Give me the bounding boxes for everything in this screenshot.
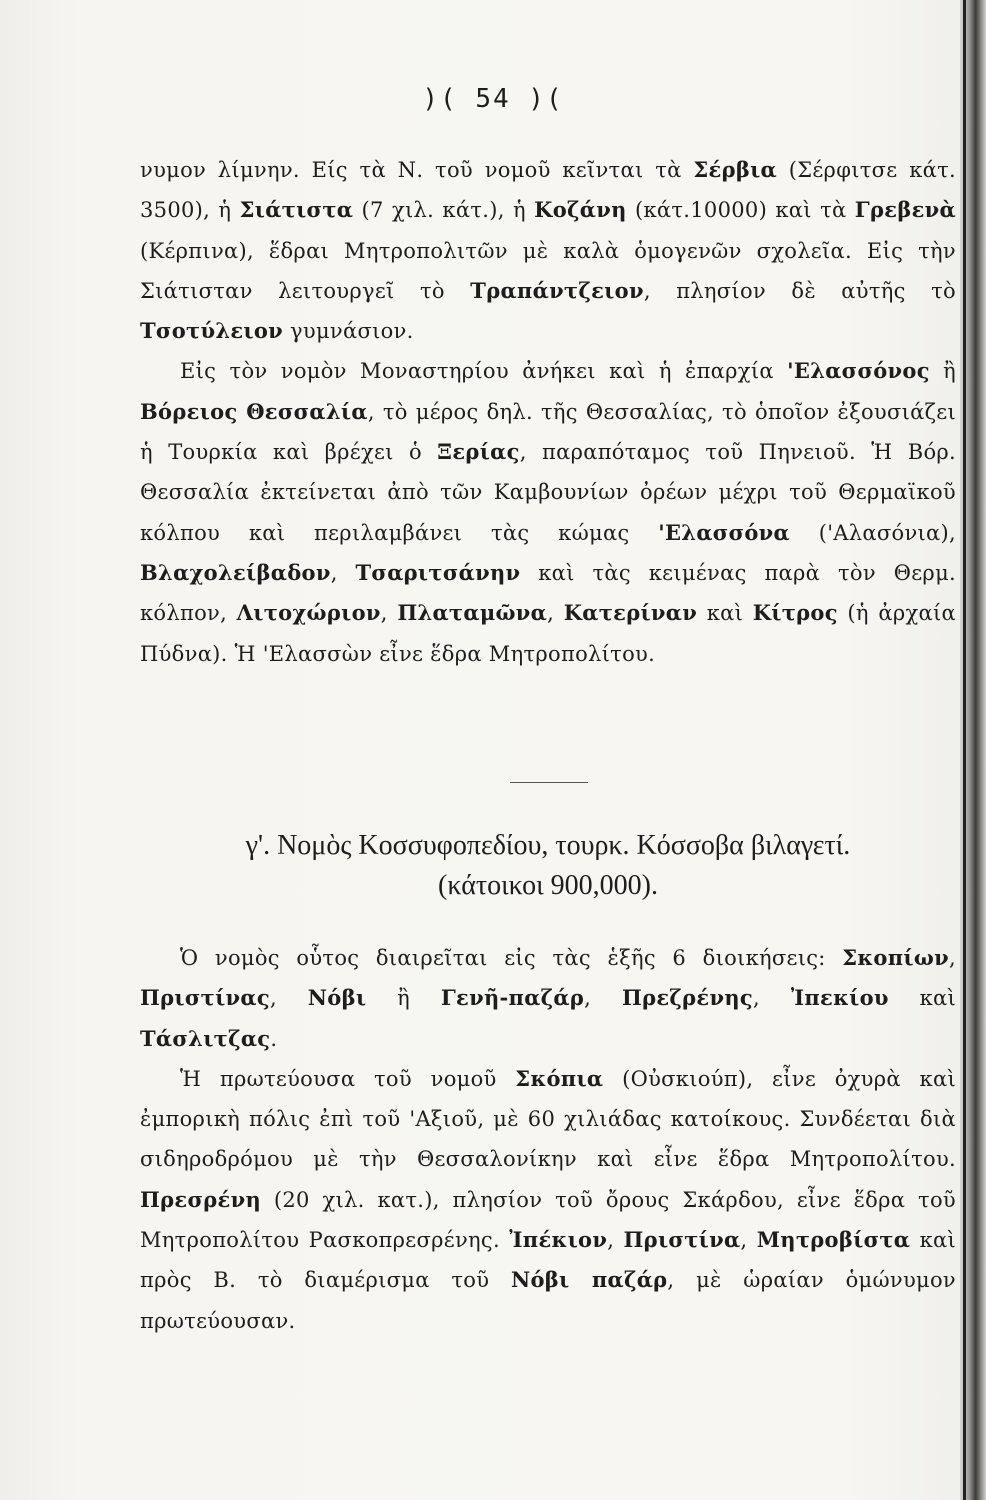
paragraph-2: Εἰς τὸν νομὸν Μοναστηρίου ἀνήκει καὶ ἡ ἐπαρχία 'Ελασσόνος ἢ Βόρειος Θεσσαλία, τὸ μέρος δηλ. τῆς Θεσσαλίας, τὸ ὁποῖον ἐξουσιάζει ἡ Τουρκία καὶ βρέχει ὁ Ξερίας, παραπόταμος τοῦ Πηνειοῦ. Ἡ Βόρ. Θεσσαλία ἐκτείνεται ἀπὸ τῶν Καμβουνίων ὀρέων μέχρι τοῦ Θερμαϊκοῦ κόλπου καὶ περιλαμβάνει τὰς κώμας 'Ελασσόνα ('Αλασόνια), Βλαχολείβαδον, Τσαριτσάνην καὶ τὰς κειμένας παρὰ τὸν Θερμ. κόλπον, Λιτοχώριον, Πλαταμῶνα, Κατερίναν καὶ Κίτρος (ἡ ἀρχαία Πύδνα). Ἡ 'Ελασσὼν εἶνε ἕδρα Μητροπολίτου. xyxy=(140,358,957,666)
section-subheading: (κάτοικοι 900,000). xyxy=(438,870,658,901)
section-2-text xyxy=(140,938,956,1341)
section-divider xyxy=(510,782,588,783)
page-number: )( 54 )( xyxy=(422,84,564,114)
page-edge-line xyxy=(963,0,966,1500)
section-heading: γ'. Νομὸς Κοσσυφοπεδίου, τουρκ. Κόσσοβα βιλαγετί. xyxy=(245,830,851,861)
paragraph-4: Ἡ πρωτεύουσα τοῦ νομοῦ Σκόπια (Οὐσκιούπ), εἶνε ὀχυρὰ καὶ ἐμπορικὴ πόλις ἐπὶ τοῦ 'Αξιοῦ, μὲ 60 χιλιάδας κατοίκους. Συνδέεται διὰ σιδηροδρόμου μὲ τὴν Θεσσαλονίκην καὶ εἶνε ἕδρα Μητροπολίτου. Πρεσρένη (20 χιλ. κατ.), πλησίον τοῦ ὄρους Σκάρδου, εἶνε ἕδρα τοῦ Μητροπολίτου Ρασκοπρεσρένης. Ἰπέκιον, Πριστίνα, Μητροβίστα καὶ πρὸς Β. τὸ διαμέρισμα τοῦ Νόβι παζάρ, μὲ ὡραίαν ὁμώνυμον πρωτεύουσαν. xyxy=(140,1065,957,1333)
paragraph-1: νυμον λίμνην. Είς τὰ Ν. τοῦ νομοῦ κεῖνται τὰ Σέρβια (Σέρφιτσε κάτ. 3500), ἡ Σιάτιστα (7 χιλ. κάτ.), ἡ Κοζάνη (κάτ.10000) καὶ τὰ Γρεβενὰ (Κέρπινα), ἕδραι Μητροπολιτῶν μὲ καλὰ ὁμογενῶν σχολεῖα. Εἰς τὴν Σιάτισταν λειτουργεῖ τὸ Τραπάντζειον, πλησίον δὲ αὐτῆς τὸ Τσοτύλειον γυμνάσιον. xyxy=(140,157,956,344)
section-1-text xyxy=(140,150,956,674)
paragraph-3: Ὁ νομὸς οὗτος διαιρεῖται εἰς τὰς ἑξῆς 6 διοικήσεις: Σκοπίων, Πριστίνας, Νόβι ἢ Γενῆ-παζάρ, Πρεζρένης, Ἰπεκίου καὶ Τάσλιτζας. xyxy=(140,945,957,1051)
